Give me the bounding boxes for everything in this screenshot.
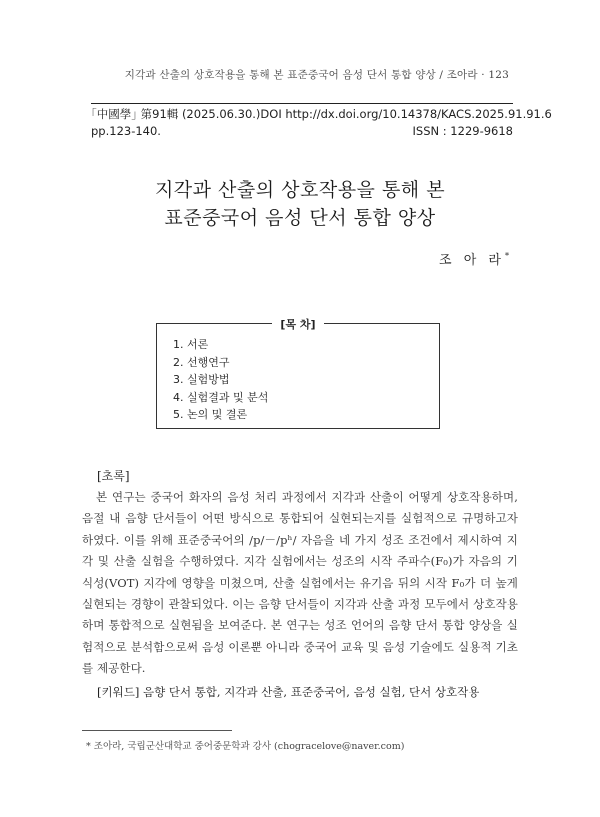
meta-row-top <box>91 106 552 123</box>
table-of-contents <box>156 318 440 429</box>
keywords: [키워드] 음향 단서 통합, 지각과 산출, 표준중국어, 음성 실험, 단서 상호작용 <box>97 685 480 699</box>
toc-heading-wrap <box>157 316 439 332</box>
toc-item[interactable]: 3. 실험방법 <box>173 373 230 386</box>
title-line-2: 표준중국어 음성 단서 통합 양상 <box>164 207 436 229</box>
footnote-divider <box>82 730 232 731</box>
journal-issue: ｢中國學｣ 第91輯 (2025.06.30.) <box>91 107 261 121</box>
author <box>439 249 509 268</box>
title-line-1: 지각과 산출의 상호작용을 통해 본 <box>154 179 446 201</box>
running-head: 지각과 산출의 상호작용을 통해 본 표준중국어 음성 단서 통합 양상 / 조아라 · 123 <box>124 69 509 81</box>
toc-heading: [목 차] <box>272 318 323 331</box>
doi-link[interactable]: DOI http://dx.doi.org/10.14378/KACS.2025.91.91.6 <box>260 107 552 121</box>
toc-list <box>173 336 268 424</box>
article-meta <box>91 103 552 140</box>
page-range: pp.123-140. <box>91 124 161 138</box>
author-footnote-mark[interactable]: * <box>505 251 509 261</box>
paper-title <box>0 176 600 232</box>
toc-item[interactable]: 2. 선행연구 <box>173 355 230 369</box>
meta-row-bottom <box>91 123 513 140</box>
abstract-body: 본 연구는 중국어 화자의 음성 처리 과정에서 지각과 산출이 어떻게 상호작용하며, 음절 내 음향 단서들이 어떤 방식으로 통합되어 실현되는지를 실험적으로 규명하고자 하였다. 이를 위해 표준중국어의 /p/－/pʰ/ 자음을 네 가지 성조 조건에서 제시하여 지각 및 산출 실험을 수행하였다. 지각 실험에서는 성조의 시작 주파수(F₀)가 자음의 기식성(VOT) 지각에 영향을 미쳤으며, 산출 실험에서는 유기음 뒤의 시작 F₀가 더 높게 실현되는 경향이 관찰되었다. 이는 음향 단서들이 지각과 산출 과정 모두에서 상호작용하며 통합적으로 실현됨을 보여준다. 본 연구는 성조 언어의 음향 단서 통합 양상을 실험적으로 분석함으로써 음성 이론뿐 아니라 중국어 교육 및 음성 기술에도 실용적 기초를 제공한다. <box>82 490 518 676</box>
author-name: 조 아 라 <box>439 253 505 268</box>
toc-item[interactable]: 4. 실험결과 및 분석 <box>173 390 269 404</box>
toc-item[interactable]: 5. 논의 및 결론 <box>173 408 248 421</box>
author-footnote: * 조아라, 국립군산대학교 중어중문학과 강사 (chogracelove@naver.com) <box>86 741 405 752</box>
toc-item[interactable]: 1. 서론 <box>173 338 209 351</box>
issn: ISSN : 1229-9618 <box>412 124 513 138</box>
abstract-label: [초록] <box>97 469 130 483</box>
